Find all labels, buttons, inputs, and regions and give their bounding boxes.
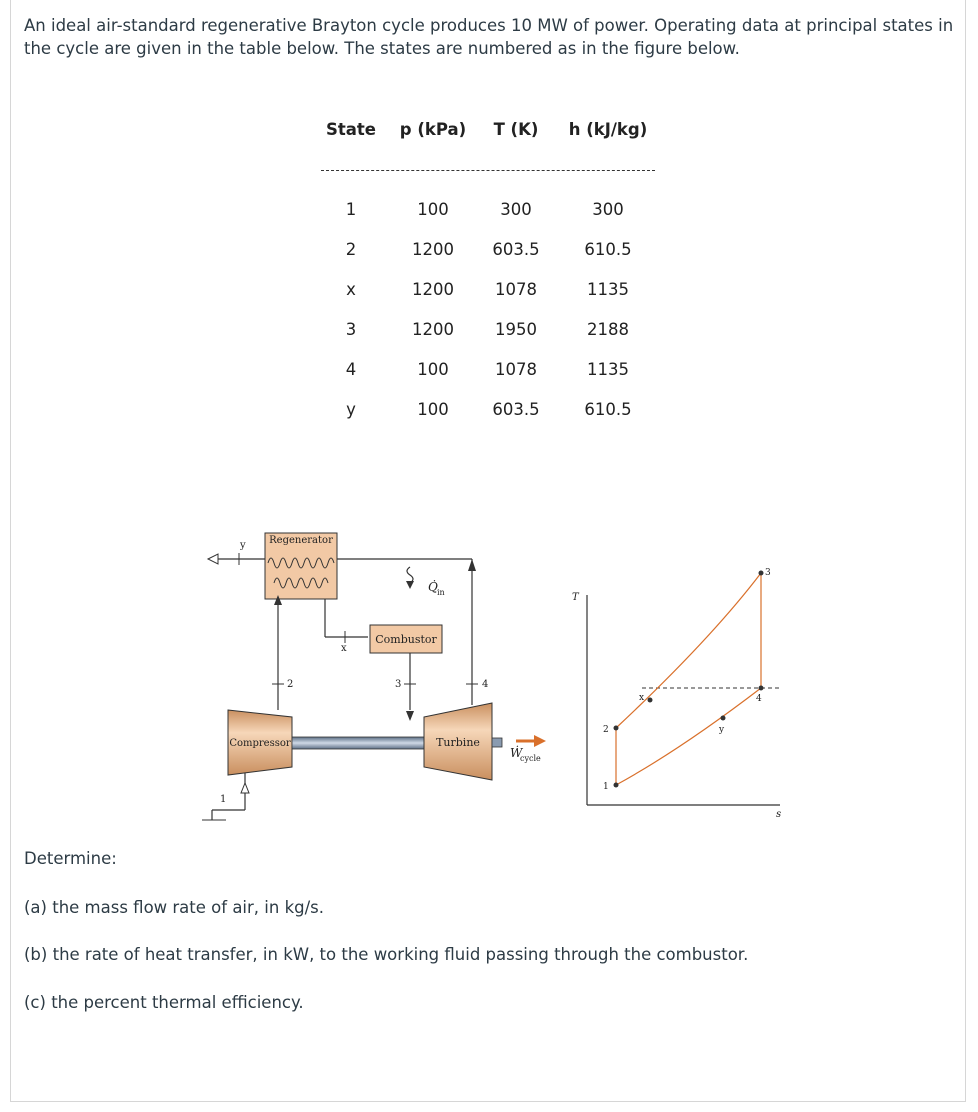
table-cell-state: 1 — [345, 200, 357, 219]
regenerator — [265, 533, 337, 599]
state-x-label: x — [341, 643, 347, 654]
table-cell-pressure: 100 — [417, 200, 449, 219]
table-cell-enthalpy: 1135 — [587, 360, 629, 379]
table-cell-enthalpy: 610.5 — [584, 240, 632, 259]
compressor — [228, 710, 292, 775]
piping — [212, 559, 472, 820]
table-cell-pressure: 1200 — [412, 320, 454, 339]
qin-symbol: Q̇ — [428, 580, 438, 594]
work-symbol: Ẇ — [510, 746, 523, 760]
shaft — [292, 737, 424, 749]
state-y-label: y — [240, 540, 246, 551]
ts-point-2: 2 — [603, 725, 609, 735]
table-cell-state: 2 — [345, 240, 357, 259]
compressor-label: Compressor — [229, 738, 291, 749]
regenerator-label: Regenerator — [269, 535, 333, 546]
state-2-label: 2 — [287, 679, 294, 690]
turbine — [424, 703, 492, 780]
table-cell-state: 3 — [345, 320, 357, 339]
table-cell-pressure: 100 — [417, 360, 449, 379]
ts-point-1: 1 — [603, 782, 609, 792]
determine-heading: Determine: — [24, 849, 117, 868]
cycle-figure — [190, 525, 790, 835]
table-cell-temperature: 1078 — [495, 280, 537, 299]
question-c: (c) the percent thermal efficiency. — [24, 993, 304, 1012]
state-1-label: 1 — [220, 794, 227, 805]
problem-statement: An ideal air-standard regenerative Brayton cycle produces 10 MW of power. Operating data at principal states in the cycle are given in the table below. The states are numbered as in the figure below. — [24, 16, 954, 58]
turbine-label: Turbine — [436, 736, 480, 749]
combustor-label: Combustor — [375, 633, 437, 646]
table-cell-temperature: 300 — [500, 200, 532, 219]
work-subscript: cycle — [520, 754, 541, 763]
table-divider — [321, 170, 655, 171]
question-b: (b) the rate of heat transfer, in kW, to the working fluid passing through the combustor. — [24, 945, 749, 964]
ts-point-x: x — [639, 693, 645, 703]
table-cell-temperature: 1950 — [495, 320, 537, 339]
table-cell-enthalpy: 610.5 — [584, 400, 632, 419]
table-cell-state: x — [346, 280, 356, 299]
col-header-temperature: T (K) — [493, 120, 539, 139]
col-header-enthalpy: h (kJ/kg) — [568, 120, 648, 139]
ts-point-y: y — [719, 725, 725, 735]
table-cell-temperature: 603.5 — [492, 400, 540, 419]
table-cell-temperature: 1078 — [495, 360, 537, 379]
ts-diagram — [572, 568, 782, 820]
table-cell-pressure: 100 — [417, 400, 449, 419]
col-header-pressure: p (kPa) — [399, 120, 467, 139]
table-cell-enthalpy: 300 — [592, 200, 624, 219]
ts-point-3: 3 — [765, 568, 771, 578]
table-cell-enthalpy: 2188 — [587, 320, 629, 339]
combustor — [370, 625, 442, 653]
table-cell-temperature: 603.5 — [492, 240, 540, 259]
table-cell-pressure: 1200 — [412, 240, 454, 259]
table-cell-state: y — [346, 400, 356, 419]
table-cell-enthalpy: 1135 — [587, 280, 629, 299]
state-4-label: 4 — [482, 679, 489, 690]
ts-axis-s: s — [776, 809, 782, 820]
table-cell-state: 4 — [345, 360, 357, 379]
question-a: (a) the mass flow rate of air, in kg/s. — [24, 898, 324, 917]
work-arrow — [534, 735, 546, 747]
col-header-state: State — [326, 120, 376, 139]
ts-point-4: 4 — [756, 694, 762, 704]
qin-subscript: in — [437, 588, 445, 597]
table-cell-pressure: 1200 — [412, 280, 454, 299]
ts-axis-T: T — [572, 592, 579, 603]
state-3-label: 3 — [395, 679, 402, 690]
qin-arrowhead — [406, 581, 414, 589]
